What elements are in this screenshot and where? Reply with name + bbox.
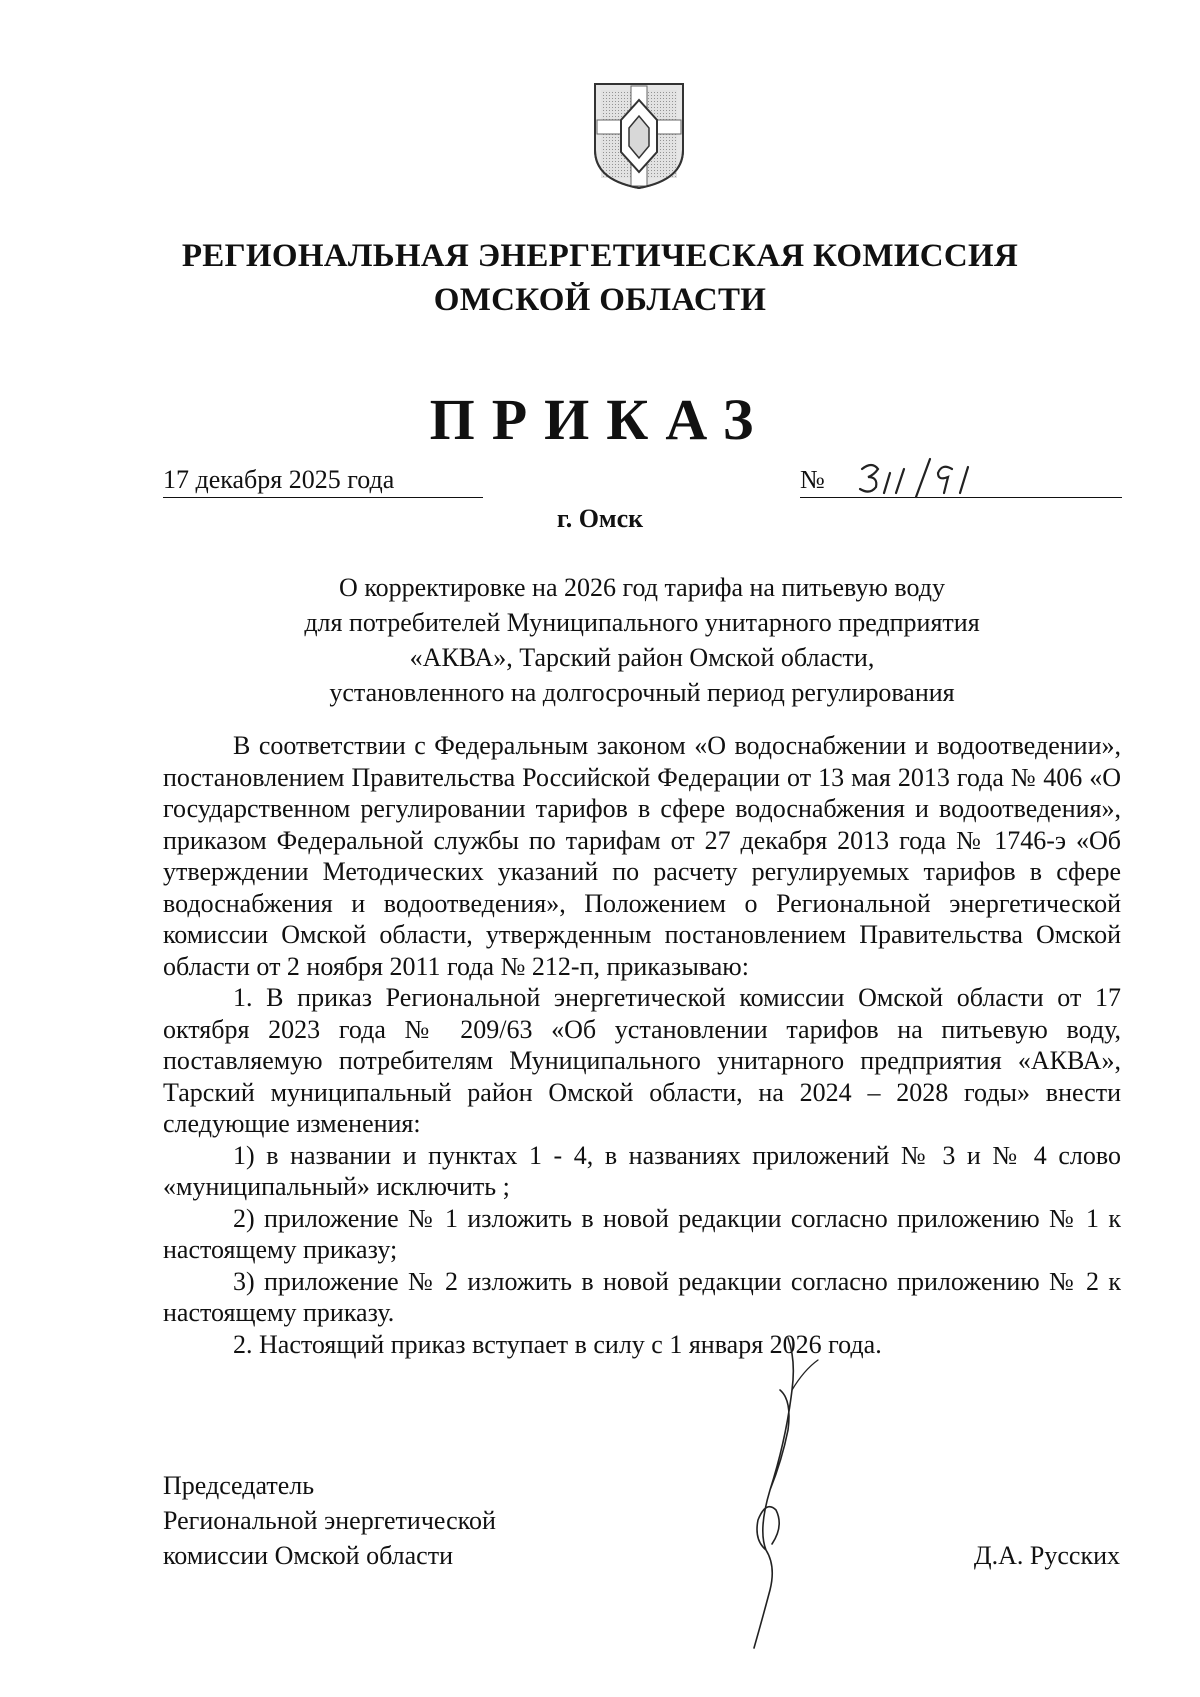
item-1-subitem-3: 3) приложение № 2 изложить в новой редакции согласно приложению № 2 к настоящему приказу. [163, 1266, 1121, 1327]
subject-line: установленного на долгосрочный период регулирования [329, 678, 955, 707]
document-city: г. Омск [556, 504, 644, 533]
organization-name-line-1: РЕГИОНАЛЬНАЯ ЭНЕРГЕТИЧЕСКАЯ КОМИССИЯ [181, 238, 1019, 274]
coat-of-arms-icon [591, 80, 687, 192]
document-number-field [800, 463, 1122, 498]
subject-line: О корректировке на 2026 год тарифа на питьевую воду [339, 573, 945, 602]
signatory-title-line: Региональной энергетической [163, 1506, 496, 1535]
organization-name-line-2: ОМСКОЙ ОБЛАСТИ [433, 282, 767, 318]
document-body [163, 730, 1121, 1360]
signatory-title [163, 1468, 496, 1573]
item-1-subitem-1: 1) в названии и пунктах 1 - 4, в названиях приложений № 3 и № 4 слово «муниципальный» исключить ; [163, 1140, 1121, 1201]
signatory-name: Д.А. Русских [973, 1541, 1120, 1570]
preamble-paragraph: В соответствии с Федеральным законом «О водоснабжении и водоотведении», постановлением Правительства Российской Федерации от 13 мая 2013 года № 406 «О государственном регулировании тарифов в сфере водоснабжения и водоотведения», приказом Федеральной службы по тарифам от 27 декабря 2013 года № 1746-э «Об утверждении Методических указаний по расчету регулируемых тарифов в сфере водоснабжения и водоотведения», Положением о Региональной энергетической комиссии Омской области, утвержденным постановлением Правительства Омской области от 2 ноября 2011 года № 212-п, приказываю: [163, 731, 1121, 981]
handwritten-signature-icon [700, 1330, 880, 1660]
document-type-title: ПРИКАЗ [429, 387, 771, 452]
subject-line: «АКВА», Тарский район Омской области, [409, 643, 875, 672]
document-subject [163, 570, 1121, 710]
subject-line: для потребителей Муниципального унитарного предприятия [304, 608, 980, 637]
number-sign: № [800, 465, 825, 494]
item-2-paragraph: 2. Настоящий приказ вступает в силу с 1 января 2026 года. [233, 1329, 882, 1359]
handwritten-document-number [856, 455, 986, 499]
document-date-text: 17 декабря 2025 года [163, 465, 395, 494]
item-1-paragraph: 1. В приказ Региональной энергетической комиссии Омской области от 17 октября 2023 года № 209/63 «Об установлении тарифов на питьевую воду, поставляемую потребителям Муниципального унитарного предприятия «АКВА», Тарский муниципальный район Омской области, на 2024 – 2028 годы» внести следующие изменения: [163, 983, 1121, 1138]
signatory-title-line: комиссии Омской области [163, 1541, 453, 1570]
signatory-title-line: Председатель [163, 1471, 315, 1500]
item-1-subitem-2: 2) приложение № 1 изложить в новой редакции согласно приложению № 1 к настоящему приказу; [163, 1203, 1121, 1264]
document-date [163, 463, 483, 498]
